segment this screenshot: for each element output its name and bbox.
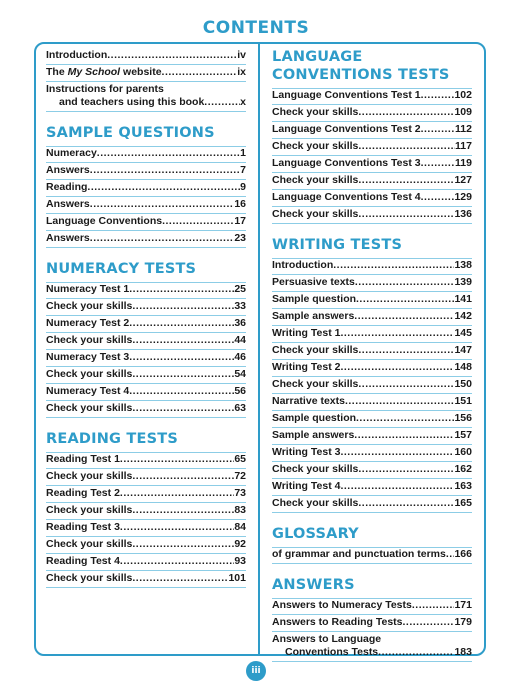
leader-dots [129,350,234,366]
toc-entry[interactable] [46,197,246,214]
entry-label-emphasis: My School [67,66,121,78]
toc-entry[interactable] [46,48,246,65]
right-column [272,48,472,662]
entry-page: 160 [454,446,472,458]
toc-entry[interactable] [272,632,472,662]
entry-label: Answers to Reading Tests [272,616,403,628]
section-heading-sample: SAMPLE QUESTIONS [46,125,215,141]
entry-label: Check your skills [272,344,359,356]
leader-dots [340,445,454,461]
entry-label: Numeracy Test 1 [46,283,130,295]
leader-dots [403,615,455,631]
entry-page: 138 [454,259,472,271]
entry-label: Check your skills [272,106,359,118]
leader-dots [162,214,234,230]
leader-dots [345,394,455,410]
entry-page: 46 [234,351,246,363]
entry-page: 117 [455,140,472,152]
leader-dots [412,598,455,614]
leader-dots [90,231,235,247]
leader-dots [378,646,454,659]
entry-label: Language Conventions [46,215,163,227]
toc-entry[interactable] [272,343,472,360]
entry-label: Narrative texts [272,395,345,407]
leader-dots [129,282,234,298]
toc-entry[interactable] [46,231,246,248]
toc-entry[interactable] [272,479,472,496]
entry-label: Numeracy Test 3 [46,351,130,363]
entry-page: 92 [234,538,246,550]
toc-entry[interactable] [46,486,246,503]
leader-dots [358,343,454,359]
section-heading-reading: READING TESTS [46,431,178,447]
language-list [272,88,472,224]
toc-entry[interactable] [46,554,246,571]
reading-list [46,452,246,588]
toc-entry[interactable] [272,445,472,462]
leader-dots [87,180,240,196]
toc-entry[interactable] [272,173,472,190]
section-heading-language [272,48,472,84]
entry-label: Sample question [272,412,357,424]
leader-dots [107,48,237,64]
leader-dots [120,486,234,502]
toc-entry[interactable] [272,496,472,513]
toc-entry[interactable] [46,537,246,554]
entry-label: Introduction [46,49,108,61]
entry-page: 142 [454,310,472,322]
entry-label: Answers to Numeracy Tests [272,599,412,611]
entry-page: 16 [234,198,246,210]
entry-page: 157 [454,429,472,441]
intro-section [46,48,246,112]
entry-page: 145 [454,327,472,339]
entry-label: Language Conventions Test 1 [272,89,421,101]
entry-page: 129 [454,191,472,203]
entry-label: of grammar and punctuation terms [272,548,446,560]
leader-dots [162,65,238,81]
toc-entry[interactable] [46,452,246,469]
numeracy-list [46,282,246,418]
entry-label: Check your skills [46,504,133,516]
entry-label: Writing Test 2 [272,361,341,373]
entry-label: Check your skills [272,208,359,220]
entry-page: 166 [454,548,472,560]
entry-label: Reading Test 2 [46,487,120,499]
toc-entry[interactable] [46,65,246,82]
entry-page: 147 [454,344,472,356]
entry-label: Check your skills [46,368,133,380]
entry-page: 171 [454,599,472,611]
entry-label: Numeracy Test 4 [46,385,130,397]
entry-label: Check your skills [46,470,133,482]
entry-label: Check your skills [272,174,359,186]
entry-page: 101 [228,572,246,584]
leader-dots [120,452,234,468]
entry-page: 136 [454,208,472,220]
entry-page: 151 [454,395,472,407]
entry-label-line1: Answers to Language [272,633,382,645]
leader-dots [358,377,454,393]
entry-page: 72 [234,470,246,482]
entry-label-line2-row [46,96,246,109]
writing-list [272,258,472,513]
toc-entry[interactable] [272,615,472,632]
toc-entry[interactable] [272,122,472,139]
entry-label: Reading Test 3 [46,521,120,533]
glossary-list [272,547,472,564]
entry-page: 65 [234,453,246,465]
leader-dots [421,122,455,138]
leader-dots [132,299,234,315]
toc-entry[interactable] [46,299,246,316]
toc-entry[interactable] [46,520,246,537]
entry-page: 23 [234,232,246,244]
entry-page: 139 [454,276,472,288]
leader-dots [120,554,234,570]
toc-entry[interactable] [46,401,246,418]
entry-page: 148 [454,361,472,373]
toc-entry[interactable] [46,163,246,180]
section-heading-language-line1: LANGUAGE [272,49,363,65]
entry-label: Check your skills [272,378,359,390]
entry-page: 112 [455,123,472,135]
toc-entry[interactable] [46,82,246,112]
entry-label-line2-row [272,646,472,659]
left-column [46,48,246,588]
toc-entry[interactable] [272,156,472,173]
toc-entry[interactable] [272,394,472,411]
entry-page: iv [237,49,246,61]
entry-page: 127 [454,174,472,186]
entry-label: Check your skills [46,300,133,312]
entry-page: 150 [454,378,472,390]
section-heading-numeracy: NUMERACY TESTS [46,261,197,277]
toc-entry[interactable] [272,88,472,105]
entry-label: Sample answers [272,310,355,322]
entry-page: 44 [234,334,246,346]
leader-dots [358,207,454,223]
leader-dots [120,520,234,536]
entry-label: Sample answers [272,429,355,441]
entry-page: 25 [234,283,246,295]
leader-dots [421,88,455,104]
entry-page: 93 [234,555,246,567]
leader-dots [90,163,240,179]
section-heading-language-line2: CONVENTIONS TESTS [272,67,450,83]
entry-label: Language Conventions Test 4 [272,191,421,203]
leader-dots [90,197,235,213]
section-heading-glossary: GLOSSARY [272,526,359,542]
leader-dots [358,139,455,155]
entry-label: Language Conventions Test 2 [272,123,421,135]
entry-label: Check your skills [272,140,359,152]
leader-dots [421,156,455,172]
entry-label: Writing Test 1 [272,327,341,339]
leader-dots [132,571,228,587]
entry-label: Writing Test 4 [272,480,341,492]
entry-label-line2: and teachers using this book [59,96,205,108]
entry-label: Reading Test 4 [46,555,120,567]
toc-entry[interactable] [272,411,472,428]
entry-label: Answers [46,198,90,210]
entry-page: 17 [234,215,246,227]
entry-label [46,65,162,81]
leader-dots [129,384,234,400]
leader-dots [446,547,455,563]
toc-entry[interactable] [272,105,472,122]
entry-page: 84 [234,521,246,533]
entry-page: 109 [454,106,472,118]
entry-page: 54 [234,368,246,380]
leader-dots [132,503,234,519]
leader-dots [129,316,234,332]
entry-label-pre: The [46,66,68,78]
toc-entry[interactable] [272,428,472,445]
leader-dots [358,173,454,189]
entry-label: Numeracy [46,147,97,159]
entry-label: Reading [46,181,88,193]
leader-dots [340,479,454,495]
entry-label: Persuasive texts [272,276,355,288]
entry-label: Check your skills [46,538,133,550]
toc-entry[interactable] [46,146,246,163]
entry-label: Sample question [272,293,357,305]
leader-dots [421,190,455,206]
entry-page: 7 [240,164,246,176]
entry-page: 163 [454,480,472,492]
entry-label: Check your skills [272,463,359,475]
leader-dots [358,462,454,478]
toc-entry[interactable] [46,282,246,299]
leader-dots [132,401,234,417]
leader-dots [333,258,454,274]
toc-entry[interactable] [272,377,472,394]
entry-label-line2: Conventions Tests [285,646,379,658]
leader-dots [340,326,454,342]
toc-entry[interactable] [46,469,246,486]
leader-dots [204,96,240,109]
entry-page: 36 [234,317,246,329]
column-divider [258,42,260,656]
entry-page: 73 [234,487,246,499]
toc-entry[interactable] [46,316,246,333]
section-heading-writing: WRITING TESTS [272,237,403,253]
toc-entry[interactable] [272,292,472,309]
entry-page: 1 [240,147,246,159]
entry-page: 33 [234,300,246,312]
entry-page: 63 [234,402,246,414]
entry-label: Check your skills [272,497,359,509]
entry-page: 83 [234,504,246,516]
toc-entry[interactable] [272,547,472,564]
toc-entry[interactable] [272,462,472,479]
leader-dots [358,105,454,121]
leader-dots [354,309,454,325]
entry-label-post: website [120,66,162,78]
entry-label: Check your skills [46,334,133,346]
toc-entry[interactable] [46,180,246,197]
entry-page: 183 [454,646,472,658]
leader-dots [132,537,234,553]
entry-label: Check your skills [46,402,133,414]
entry-page: 156 [454,412,472,424]
entry-page: 119 [455,157,472,169]
toc-entry[interactable] [272,598,472,615]
entry-page: 56 [234,385,246,397]
leader-dots [132,469,234,485]
entry-page: ix [237,66,246,78]
leader-dots [356,411,454,427]
leader-dots [354,428,454,444]
leader-dots [132,333,234,349]
toc-entry[interactable] [272,139,472,156]
toc-entry[interactable] [272,360,472,377]
entry-label: Reading Test 1 [46,453,120,465]
toc-entry[interactable] [46,333,246,350]
entry-page: 179 [454,616,472,628]
toc-entry[interactable] [272,190,472,207]
entry-page: 165 [454,497,472,509]
answers-list [272,598,472,632]
leader-dots [358,496,454,512]
toc-entry[interactable] [46,571,246,588]
toc-entry[interactable] [272,258,472,275]
entry-label: Introduction [272,259,334,271]
entry-label: Answers [46,164,90,176]
toc-entry[interactable] [272,326,472,343]
toc-entry[interactable] [46,214,246,231]
page-title: CONTENTS [202,18,310,38]
entry-label: Numeracy Test 2 [46,317,130,329]
entry-label: Answers [46,232,90,244]
entry-label: Language Conventions Test 3 [272,157,421,169]
toc-entry[interactable] [272,275,472,292]
entry-page: 102 [454,89,472,101]
entry-label: Check your skills [46,572,133,584]
leader-dots [355,275,455,291]
section-heading-answers: ANSWERS [272,577,355,593]
toc-entry[interactable] [46,384,246,401]
toc-entry[interactable] [46,367,246,384]
leader-dots [132,367,234,383]
leader-dots [340,360,454,376]
leader-dots [97,146,240,162]
entry-page: 9 [240,181,246,193]
toc-entry[interactable] [46,503,246,520]
leader-dots [356,292,454,308]
toc-entry[interactable] [46,350,246,367]
entry-page: x [240,96,246,108]
sample-list [46,146,246,248]
entry-page: 141 [454,293,472,305]
toc-entry[interactable] [272,309,472,326]
toc-entry[interactable] [272,207,472,224]
page-number-badge: iii [246,661,266,681]
entry-page: 162 [454,463,472,475]
entry-label-line1: Instructions for parents [46,83,164,95]
entry-label: Writing Test 3 [272,446,341,458]
